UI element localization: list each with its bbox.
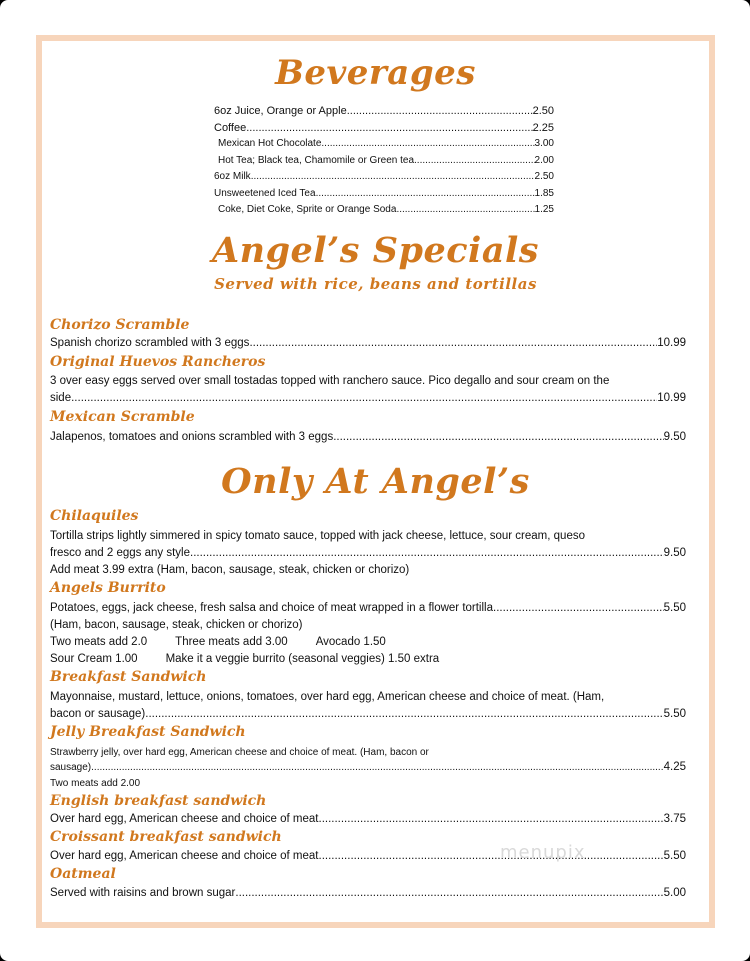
item-line — [50, 848, 686, 865]
beverage-name: Hot Tea; Black tea, Chamomile or Green tea — [218, 154, 415, 166]
beverage-name: Unsweetened Iced Tea — [214, 187, 316, 199]
item-description: Strawberry jelly, over hard egg, American cheese and choice of meat. (Ham, bacon or — [50, 747, 429, 758]
beverages-title: Beverages — [275, 53, 476, 93]
beverages-list — [214, 103, 554, 219]
item-description: (Ham, bacon, sausage, steak, chicken or chorizo) — [50, 619, 303, 631]
item-line — [50, 811, 686, 828]
beverage-price: 2.50 — [532, 105, 554, 117]
item-option: Sour Cream 1.00 — [50, 653, 138, 665]
item-description: Jalapenos, tomatoes and onions scrambled with 3 eggs — [50, 431, 334, 443]
item-line — [50, 335, 686, 352]
item-name-croissant-breakfast-sandwich: Croissant breakfast sandwich — [50, 829, 282, 845]
item-description: Over hard egg, American cheese and choice of meat — [50, 850, 319, 862]
item-line — [50, 706, 686, 723]
item-description: fresco and 2 eggs any style — [50, 547, 190, 559]
item-price: 3.75 — [663, 813, 686, 825]
item-name-chilaquiles: Chilaquiles — [50, 508, 139, 524]
item-price: 4.25 — [663, 761, 686, 773]
beverage-price: 2.25 — [532, 121, 554, 134]
beverage-price: 1.25 — [534, 204, 554, 215]
beverage-price: 1.85 — [534, 187, 554, 199]
beverage-item — [214, 153, 554, 170]
beverage-price: 3.00 — [534, 138, 554, 149]
beverage-name: 6oz Juice, Orange or Apple — [214, 105, 347, 117]
item-description: Potatoes, eggs, jack cheese, fresh salsa and choice of meat wrapped in a flower tortilla — [50, 602, 493, 614]
beverage-item — [214, 103, 554, 120]
item-option: Avocado 1.50 — [315, 636, 386, 648]
item-option: Three meats add 3.00 — [175, 636, 288, 648]
item-price: 5.50 — [663, 708, 686, 720]
item-line — [50, 885, 686, 902]
item-description: Served with raisins and brown sugar — [50, 887, 236, 899]
beverage-price: 2.50 — [534, 171, 554, 182]
item-description: Over hard egg, American cheese and choice of meat — [50, 813, 319, 825]
beverage-item — [214, 169, 554, 186]
item-name-huevos-rancheros: Original Huevos Rancheros — [50, 354, 266, 370]
menupix-watermark: menupix — [500, 842, 586, 863]
item-name-mexican-scramble: Mexican Scramble — [50, 409, 195, 425]
item-name-english-breakfast-sandwich: English breakfast sandwich — [50, 793, 267, 809]
item-name-breakfast-sandwich: Breakfast Sandwich — [50, 669, 207, 685]
beverage-name: Coke, Diet Coke, Sprite or Orange Soda — [218, 204, 397, 215]
item-description: Tortilla strips lightly simmered in spicy tomato sauce, topped with jack cheese, lettuce, sour cream, queso — [50, 530, 585, 542]
item-price: 9.50 — [663, 431, 686, 443]
beverage-item — [214, 120, 554, 137]
item-options — [50, 651, 686, 668]
item-extra: Add meat 3.99 extra (Ham, bacon, sausage, steak, chicken or chorizo) — [50, 564, 410, 576]
item-description: side — [50, 392, 72, 404]
item-option: Make it a veggie burrito (seasonal veggies) 1.50 extra — [165, 653, 440, 665]
item-line — [50, 390, 686, 407]
item-line — [50, 429, 686, 446]
specials-title: Angel’s Specials — [211, 230, 540, 271]
item-name-angels-burrito: Angels Burrito — [50, 580, 166, 596]
item-description: sausage) — [50, 762, 92, 773]
item-price: 9.50 — [663, 547, 686, 559]
beverage-price: 2.00 — [534, 154, 554, 166]
item-description: Mayonnaise, mustard, lettuce, onions, tomatoes, over hard egg, American cheese and choice of meat. (Ham, — [50, 691, 605, 703]
item-price: 5.00 — [663, 887, 686, 899]
item-extra: Two meats add 2.00 — [50, 778, 141, 789]
item-price: 10.99 — [657, 337, 686, 349]
beverage-name: 6oz Milk — [214, 171, 251, 182]
item-line — [50, 759, 686, 776]
item-description: 3 over easy eggs served over small tostadas topped with ranchero sauce. Pico degallo and sour cream on the — [50, 375, 610, 387]
item-description: Spanish chorizo scrambled with 3 eggs — [50, 337, 250, 349]
only-at-angels-title: Only At Angel’s — [221, 461, 530, 502]
item-line — [50, 600, 686, 617]
item-price: 10.99 — [657, 392, 686, 404]
menu-frame — [36, 35, 715, 928]
item-name-jelly-breakfast-sandwich: Jelly Breakfast Sandwich — [50, 724, 246, 740]
item-options — [50, 634, 686, 651]
item-line — [50, 545, 686, 562]
item-option: Two meats add 2.0 — [50, 636, 148, 648]
specials-subtitle: Served with rice, beans and tortillas — [214, 275, 537, 293]
item-name-oatmeal: Oatmeal — [50, 866, 116, 882]
item-description: bacon or sausage) — [50, 708, 146, 720]
beverage-name: Mexican Hot Chocolate — [218, 138, 322, 149]
item-price: 5.50 — [663, 602, 686, 614]
beverage-name: Coffee — [214, 121, 247, 134]
beverage-item — [214, 136, 554, 153]
beverage-item — [214, 202, 554, 219]
item-name-chorizo-scramble: Chorizo Scramble — [50, 317, 190, 333]
beverage-item — [214, 186, 554, 203]
item-price: 5.50 — [663, 850, 686, 862]
